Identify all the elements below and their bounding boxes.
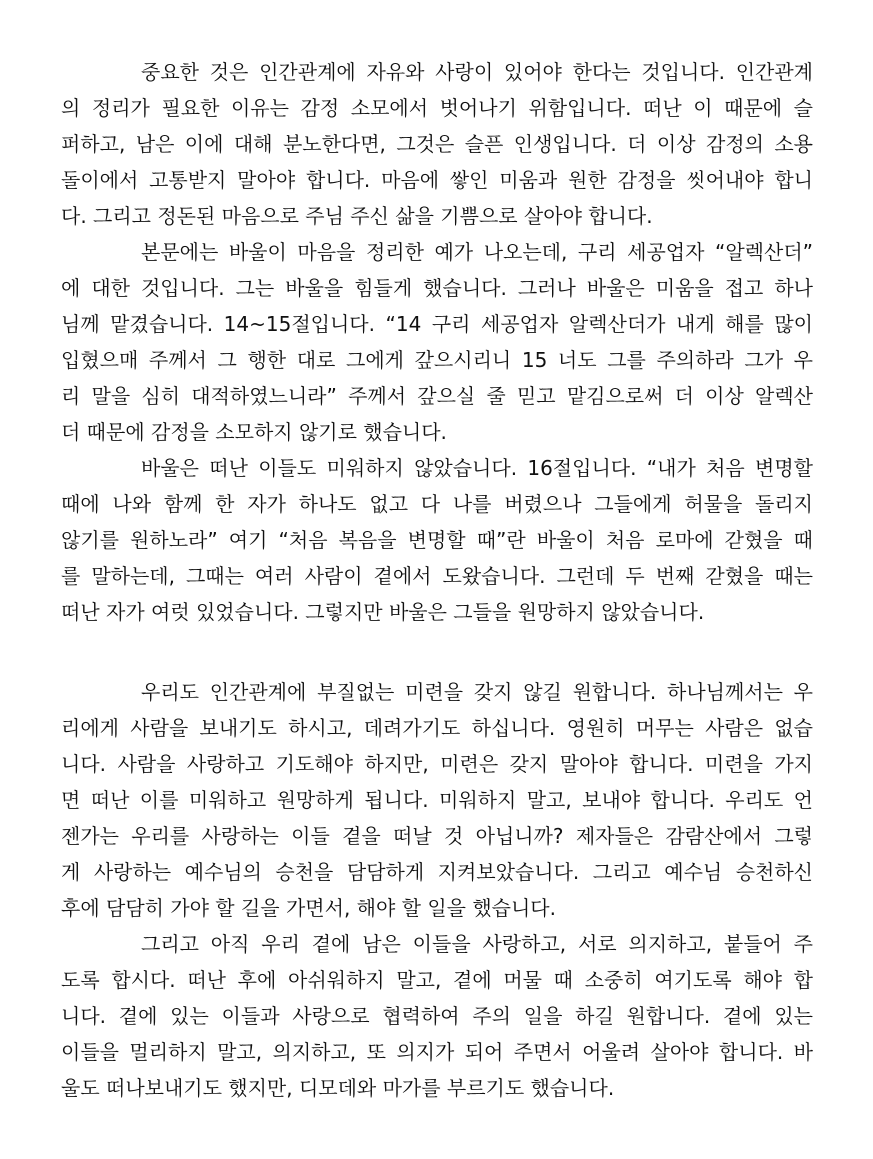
paragraph-2-line-5: 리 말을 심히 대적하였느니라” 주께서 갚으실 줄 믿고 맡김으로써 더 이상 알렉산 (61, 384, 813, 408)
paragraph-4-line-6: 게 사랑하는 예수님의 승천을 담담하게 지켜보았습니다. 그리고 예수님 승천하신 (61, 860, 813, 884)
paragraph-5-line-5: 울도 떠나보내기도 했지만, 디모데와 마가를 부르기도 했습니다. (61, 1076, 615, 1100)
paragraph-4-line-5: 젠가는 우리를 사랑하는 이들 곁을 떠날 것 아닙니까? 제자들은 감람산에서 그렇 (61, 824, 813, 848)
paragraph-3-line-2: 때에 나와 함께 한 자가 하나도 없고 다 나를 버렸으나 그들에게 허물을 돌리지 (61, 492, 813, 516)
paragraph-2-line-6: 더 때문에 감정을 소모하지 않기로 했습니다. (61, 420, 447, 444)
paragraph-5-line-4: 이들을 멀리하지 말고, 의지하고, 또 의지가 되어 주면서 어울려 살아야 합니다. 바 (61, 1040, 813, 1064)
paragraph-4-line-7: 후에 담담히 가야 할 길을 가면서, 해야 할 일을 했습니다. (61, 896, 556, 920)
paragraph-3-line-1: 바울은 떠난 이들도 미워하지 않았습니다. 16절입니다. “내가 처음 변명할 (141, 456, 813, 480)
paragraph-4-line-3: 니다. 사람을 사랑하고 기도해야 하지만, 미련은 갖지 말아야 합니다. 미련을 가지 (61, 752, 813, 776)
paragraph-1-line-5: 다. 그리고 정돈된 마음으로 주님 주신 삶을 기쁨으로 살아야 합니다. (61, 204, 653, 228)
paragraph-5-line-1: 그리고 아직 우리 곁에 남은 이들을 사랑하고, 서로 의지하고, 붙들어 주 (141, 932, 813, 956)
paragraph-1-line-2: 의 정리가 필요한 이유는 감정 소모에서 벗어나기 위함입니다. 떠난 이 때문에 슬 (61, 96, 813, 120)
paragraph-1-line-1: 중요한 것은 인간관계에 자유와 사랑이 있어야 한다는 것입니다. 인간관계 (141, 60, 813, 84)
paragraph-2-line-4: 입혔으매 주께서 그 행한 대로 그에게 갚으시리니 15 너도 그를 주의하라 그가 우 (61, 348, 813, 372)
paragraph-1-line-3: 퍼하고, 남은 이에 대해 분노한다면, 그것은 슬픈 인생입니다. 더 이상 감정의 소용 (61, 132, 813, 156)
paragraph-2-line-1: 본문에는 바울이 마음을 정리한 예가 나오는데, 구리 세공업자 “알렉산더” (141, 240, 813, 264)
paragraph-2-line-2: 에 대한 것입니다. 그는 바울을 힘들게 했습니다. 그러나 바울은 미움을 접고 하나 (61, 276, 813, 300)
paragraph-4-line-2: 리에게 사람을 보내기도 하시고, 데려가기도 하십니다. 영원히 머무는 사람은 없습 (61, 716, 813, 740)
paragraph-5-line-3: 니다. 곁에 있는 이들과 사랑으로 협력하여 주의 일을 하길 원합니다. 곁에 있는 (61, 1004, 813, 1028)
paragraph-2-line-3: 님께 맡겼습니다. 14~15절입니다. “14 구리 세공업자 알렉산더가 내게 해를 많이 (61, 312, 813, 336)
paragraph-3-line-3: 않기를 원하노라” 여기 “처음 복음을 변명할 때”란 바울이 처음 로마에 갇혔을 때 (61, 528, 813, 552)
paragraph-4-line-4: 면 떠난 이를 미워하고 원망하게 됩니다. 미워하지 말고, 보내야 합니다. 우리도 언 (61, 788, 813, 812)
paragraph-3-line-4: 를 말하는데, 그때는 여러 사람이 곁에서 도왔습니다. 그런데 두 번째 갇혔을 때는 (61, 564, 813, 588)
paragraph-1-line-4: 돌이에서 고통받지 말아야 합니다. 마음에 쌓인 미움과 원한 감정을 씻어내야 합니 (61, 168, 813, 192)
paragraph-3-line-5: 떠난 자가 여럿 있었습니다. 그렇지만 바울은 그들을 원망하지 않았습니다. (61, 600, 705, 624)
paragraph-4-line-1: 우리도 인간관계에 부질없는 미련을 갖지 않길 원합니다. 하나님께서는 우 (141, 680, 813, 704)
paragraph-5-line-2: 도록 합시다. 떠난 후에 아쉬워하지 말고, 곁에 머물 때 소중히 여기도록 해야 합 (61, 968, 813, 992)
